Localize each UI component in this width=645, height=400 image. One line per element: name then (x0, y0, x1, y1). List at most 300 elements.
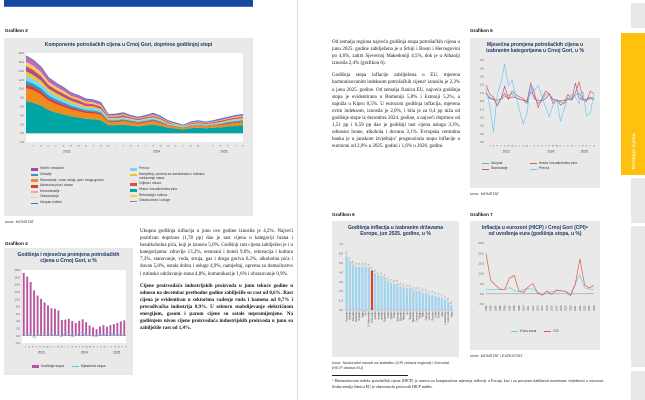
legend-label: Stanovanje (491, 166, 508, 171)
svg-text:-5.0: -5.0 (479, 139, 484, 144)
svg-text:Grčka: Grčka (386, 311, 390, 318)
legend-label: Mjesečna stopa (80, 364, 106, 368)
svg-text:3,9: 3,9 (373, 268, 377, 273)
svg-text:Slovenija: Slovenija (399, 311, 403, 321)
grafikon4-block (4, 241, 133, 375)
svg-text:I: I (107, 346, 109, 348)
svg-text:2007: 2007 (508, 305, 512, 311)
legend-swatch (544, 331, 551, 332)
svg-text:2.0: 2.0 (19, 122, 24, 127)
svg-text:XII: XII (525, 145, 529, 147)
legend-label: Stanovanje, voda, struja, gas i druga goriva (40, 177, 104, 182)
svg-text:2025.: 2025. (113, 350, 122, 354)
paragraph-inflation-overview: Ukupna godišnja inflacija u junu ove godine iznosila je 4,2%. Najveći pozitivan doprinos (1,78 pp) dao je rast cijena u kategoriji hrana i bezalkoholna pića, koji je iznosio 5,0%. Godišnji rast cijena zabilježen je i u kategorijama: zdravlje 13,2%, restorani i hoteli 9,0%, rekreacija i kultura 7,3%, stanovanje, voda, struja, gas i druga goriva 6,2%, alkoholna pića i duvan 5,8%, ostala dobra i usluge 4,9%, namještaj, oprema za domaćinstvo i rutinsko održavanje stana 4,8%, komunikacije 1,6% i obrazovanje 0,9%. (140, 229, 293, 277)
svg-text:2,0: 2,0 (415, 286, 419, 291)
chapter-tab-label: Kretanje cijena (630, 133, 636, 169)
svg-text:1,6: 1,6 (430, 290, 434, 294)
svg-text:VI: VI (125, 346, 127, 348)
svg-text:6.0: 6.0 (15, 311, 20, 316)
svg-text:16.0: 16.0 (14, 274, 20, 279)
svg-text:1,8: 1,8 (421, 288, 425, 292)
svg-text:2009: 2009 (517, 305, 521, 311)
svg-text:5,2: 5,2 (348, 256, 352, 260)
svg-text:XII: XII (103, 346, 106, 348)
grafikon5-label: Grafikon 5 (470, 28, 493, 33)
grafikon4-label: Grafikon 4 (5, 241, 28, 246)
svg-text:2024.: 2024. (152, 149, 161, 154)
footnote-rule (332, 375, 408, 376)
legend-label: Obrazovanje (40, 194, 59, 199)
grafikon6-title: Godišnja inflacija u izabranim državama Evrope, jun 2025. godine, u % (347, 225, 444, 238)
svg-text:IV: IV (117, 346, 120, 348)
svg-text:X: X (96, 346, 98, 348)
svg-text:II: II (32, 145, 35, 148)
svg-text:III: III (28, 346, 30, 348)
svg-text:0.0: 0.0 (19, 131, 24, 136)
legend-label: Namještaj, oprema za domaćinstvo i rutinsko održavanje stana (139, 171, 205, 180)
legend-item (32, 364, 64, 368)
svg-text:1,1: 1,1 (443, 295, 447, 299)
svg-text:II: II (111, 346, 113, 348)
svg-text:IV: IV (227, 145, 229, 148)
svg-text:Njemačka: Njemačka (412, 311, 416, 322)
legend-item (130, 188, 220, 192)
svg-text:VII: VII (159, 145, 162, 148)
svg-text:2,0: 2,0 (418, 286, 422, 291)
grafikon7-panel (470, 221, 600, 350)
svg-text:XII: XII (570, 145, 573, 147)
svg-text:III: III (219, 145, 222, 148)
legend-swatch (32, 365, 39, 368)
legend-label: Alkoholna pića i duvan (40, 183, 73, 188)
svg-text:1,8: 1,8 (424, 288, 428, 292)
legend-item (130, 182, 220, 186)
svg-text:V: V (500, 145, 502, 147)
grafikon3-source: Izvor: MONSTAT (5, 219, 35, 224)
svg-text:1,5: 1,5 (434, 291, 438, 295)
svg-text:2,8: 2,8 (396, 279, 400, 283)
svg-text:X: X (563, 145, 565, 147)
svg-text:12.0: 12.0 (18, 78, 24, 83)
right-page-text-column (332, 39, 460, 155)
svg-text:X: X (518, 145, 521, 147)
svg-text:IX: IX (514, 145, 517, 147)
svg-text:III: III (71, 346, 73, 348)
svg-text:S. Makedonija: S. Makedonija (367, 311, 371, 327)
page-divider (297, 0, 298, 400)
legend-item (530, 162, 600, 166)
svg-text:4,2: 4,2 (370, 266, 374, 270)
svg-text:14.0: 14.0 (18, 69, 24, 74)
svg-text:2.0: 2.0 (479, 82, 484, 87)
svg-text:1,6: 1,6 (427, 290, 431, 294)
grafikon7-label: Grafikon 7 (470, 212, 493, 217)
svg-text:Češka: Češka (393, 311, 397, 318)
svg-text:XI: XI (56, 346, 59, 348)
svg-text:VI: VI (152, 145, 155, 148)
svg-text:-5.0: -5.0 (479, 301, 484, 306)
svg-text:XII: XII (60, 346, 63, 348)
svg-text:3,4: 3,4 (383, 273, 387, 277)
svg-text:VII: VII (42, 346, 45, 348)
svg-text:-2.0: -2.0 (15, 340, 20, 345)
legend-swatch (31, 174, 38, 177)
svg-text:4.0: 4.0 (479, 65, 484, 70)
svg-text:Hrvatska: Hrvatska (358, 311, 362, 321)
svg-text:18.0: 18.0 (18, 51, 24, 56)
svg-text:IX: IX (49, 346, 52, 348)
legend-label: Ostala dobra i usluge (139, 198, 171, 203)
svg-text:2019: 2019 (564, 305, 568, 311)
svg-text:10.0: 10.0 (18, 86, 24, 91)
svg-text:II: II (533, 145, 535, 147)
svg-text:5.0: 5.0 (338, 260, 343, 265)
svg-text:0.0: 0.0 (479, 291, 484, 296)
svg-text:4.0: 4.0 (338, 269, 343, 274)
svg-text:XI: XI (567, 145, 569, 147)
grafikon7-legend (470, 329, 600, 333)
svg-text:VII: VII (69, 145, 73, 148)
svg-text:Kipar: Kipar (450, 311, 454, 317)
svg-text:2011: 2011 (527, 305, 531, 311)
svg-text:1.0: 1.0 (338, 298, 343, 303)
grafikon6-source: Izvor: Nacionalni zavodi za statistiku (CPI država regiona) i Eurostat (HICP država EU) (332, 360, 449, 371)
legend-label: Euro zona (520, 329, 537, 333)
svg-text:V: V (544, 145, 547, 147)
grafikon7-chart (474, 240, 596, 328)
svg-text:15.0: 15.0 (478, 260, 484, 265)
svg-text:2023.: 2023. (37, 350, 46, 354)
svg-text:III: III (582, 145, 584, 147)
edge-rail-segment (631, 371, 645, 400)
legend-label: CG (553, 329, 559, 333)
grafikon5-legend (482, 162, 600, 172)
legend-item (530, 167, 600, 171)
svg-text:2.0: 2.0 (15, 326, 20, 330)
svg-text:VII: VII (551, 145, 555, 147)
svg-text:I: I (115, 145, 117, 148)
svg-text:Španija: Španija (409, 311, 413, 319)
svg-text:6.0: 6.0 (338, 251, 343, 256)
svg-text:25.0: 25.0 (478, 240, 484, 245)
legend-item (72, 364, 106, 368)
svg-text:10.0: 10.0 (14, 296, 20, 301)
svg-text:I: I (575, 145, 576, 147)
svg-text:2016: 2016 (550, 305, 554, 311)
svg-text:3,7: 3,7 (376, 270, 380, 275)
svg-text:VIII: VIII (555, 145, 559, 147)
svg-text:5,8: 5,8 (345, 251, 349, 255)
svg-text:IX: IX (92, 346, 95, 348)
svg-text:XI: XI (99, 346, 102, 348)
grafikon5-panel (470, 38, 600, 188)
legend-item (31, 179, 121, 183)
legend-swatch (130, 174, 137, 177)
svg-text:2025.: 2025. (580, 149, 589, 153)
legend-swatch (130, 168, 137, 171)
svg-text:Malta: Malta (434, 311, 438, 317)
svg-text:II: II (68, 346, 70, 348)
svg-text:4,8: 4,8 (351, 260, 355, 264)
grafikon3-chart (10, 50, 247, 164)
svg-text:IV: IV (496, 145, 499, 147)
svg-text:2,4: 2,4 (402, 283, 406, 287)
svg-text:1,3: 1,3 (440, 293, 444, 297)
legend-item (482, 162, 526, 166)
svg-text:IX: IX (559, 145, 562, 147)
grafikon3-panel (4, 38, 253, 216)
legend-swatch (482, 163, 489, 164)
legend-item (130, 173, 220, 181)
svg-text:20.0: 20.0 (478, 250, 484, 255)
svg-text:EU: EU (405, 311, 409, 315)
svg-text:2002: 2002 (484, 305, 488, 311)
svg-text:2024.: 2024. (547, 149, 556, 153)
svg-text:2015: 2015 (545, 305, 549, 311)
legend-label: Prevoz (139, 166, 150, 171)
svg-text:IV: IV (137, 145, 140, 148)
grafikon3-label: Grafikon 3 (5, 28, 28, 33)
svg-text:4,6: 4,6 (361, 262, 365, 266)
svg-text:Austrija: Austrija (377, 311, 381, 319)
svg-text:2020: 2020 (569, 305, 573, 311)
svg-text:I: I (25, 145, 27, 148)
svg-text:I: I (21, 346, 23, 348)
svg-text:Danska: Danska (428, 311, 432, 320)
svg-text:2.0: 2.0 (338, 288, 343, 293)
svg-text:2012: 2012 (531, 305, 535, 311)
grafikon6-label: Grafikon 6 (332, 212, 355, 217)
legend-item (31, 173, 121, 177)
svg-text:I: I (485, 145, 487, 147)
svg-text:VI: VI (503, 145, 506, 147)
svg-text:2018: 2018 (560, 305, 564, 311)
svg-text:II: II (489, 145, 491, 147)
paragraph-producer-prices: Cijene proizvođača industrijskih proizvoda u junu tekuće godine u odnosu na decembar prethodne godine zabilježile su rast od 0,6%. Rast cijena je evidentiran u sektorima vađenje ruda i kamena od 0,7% i prerađivačka industrija 0,9%. U sektoru snabdijevanje električnom energijom, gasom i parom cijene su ostale nepromijenjene. Na godišnjem nivou cijene proizvođača industrijskih proizvoda u junu su zabilježile rast od 1,4%. (140, 283, 293, 332)
svg-text:0,5: 0,5 (450, 300, 454, 305)
svg-text:Francuska: Francuska (447, 311, 451, 323)
svg-text:VII: VII (507, 145, 510, 147)
legend-item (31, 195, 121, 199)
svg-text:18.0: 18.0 (14, 267, 20, 272)
svg-text:2014: 2014 (541, 305, 545, 311)
svg-text:II: II (212, 145, 214, 148)
svg-text:2021: 2021 (574, 305, 578, 311)
svg-text:2,1: 2,1 (411, 285, 415, 290)
svg-text:2006: 2006 (503, 305, 507, 311)
svg-text:Luksemburg: Luksemburg (443, 311, 447, 325)
svg-text:2013: 2013 (536, 305, 540, 311)
svg-text:V: V (234, 145, 237, 148)
legend-label: Hoteli i restorani (40, 166, 64, 171)
svg-text:V: V (35, 346, 37, 348)
legend-swatch (31, 185, 38, 188)
svg-text:VI: VI (39, 346, 41, 348)
legend-item (544, 329, 558, 333)
svg-text:Italija: Italija (421, 311, 425, 317)
svg-text:1.0: 1.0 (479, 90, 484, 95)
legend-item (130, 194, 220, 198)
grafikon4-title: Godišnja i mjesečna promjena potrošačkih cijena u Crnoj Gori, u % (17, 252, 120, 265)
legend-swatch (130, 195, 137, 196)
svg-text:4,6: 4,6 (357, 262, 361, 266)
svg-text:4,6: 4,6 (354, 262, 358, 266)
svg-text:2023.: 2023. (502, 149, 511, 153)
grafikon5-source: Izvor: MONSTAT (470, 191, 500, 196)
svg-text:2,8: 2,8 (392, 279, 396, 283)
grafikon3-legend-right (130, 167, 220, 205)
svg-text:II: II (578, 145, 580, 147)
svg-text:2022: 2022 (578, 305, 582, 311)
grafikon6-panel (332, 221, 459, 357)
svg-text:2025: 2025 (592, 305, 596, 311)
legend-swatch (130, 189, 137, 192)
legend-label: Godišnja stopa (40, 364, 64, 368)
legend-item (511, 329, 536, 333)
svg-text:BiH: BiH (364, 311, 368, 315)
svg-text:IX: IX (174, 145, 177, 148)
legend-label: Hrana i bezalkoholna pića (539, 160, 577, 165)
svg-text:Portugal: Portugal (424, 311, 428, 320)
svg-text:IX: IX (84, 145, 87, 148)
svg-text:V: V (78, 346, 81, 348)
grafikon4-chart (9, 267, 128, 363)
svg-text:2025.: 2025. (220, 149, 229, 154)
svg-text:V: V (145, 145, 147, 148)
grafikon7-title: Inflacija u eurozoni (HICP) i Crnoj Gori (CPI)⁸ od uvođenja eura (godišnja stopa, u %) (481, 225, 589, 238)
svg-text:Poljska: Poljska (389, 311, 393, 319)
legend-swatch (31, 203, 38, 204)
svg-text:-2.0: -2.0 (479, 115, 484, 119)
legend-swatch (31, 168, 38, 171)
svg-text:2003: 2003 (489, 305, 493, 311)
svg-text:3,1: 3,1 (386, 276, 390, 280)
svg-text:Mađarska: Mađarska (355, 311, 359, 322)
left-page-text-flow (4, 228, 293, 377)
svg-text:0.0: 0.0 (479, 98, 484, 103)
svg-text:X: X (53, 346, 55, 348)
svg-text:IV: IV (540, 145, 543, 147)
svg-text:VI: VI (593, 145, 595, 147)
svg-text:VI: VI (62, 145, 65, 148)
svg-text:IV: IV (585, 145, 588, 147)
svg-text:2017: 2017 (555, 305, 559, 311)
legend-swatch (530, 163, 537, 164)
legend-item (31, 184, 121, 188)
svg-text:3.0: 3.0 (338, 279, 343, 284)
svg-text:IV: IV (74, 346, 77, 348)
svg-text:2024: 2024 (588, 305, 592, 311)
svg-text:Finska: Finska (437, 311, 441, 319)
legend-swatch (511, 331, 518, 332)
svg-text:2023.: 2023. (63, 149, 72, 154)
svg-text:4,5: 4,5 (367, 263, 371, 267)
svg-text:10.0: 10.0 (478, 271, 484, 276)
chapter-tab-prices[interactable] (621, 33, 645, 175)
svg-text:X: X (92, 145, 94, 148)
svg-text:Letonija: Letonija (374, 311, 378, 320)
svg-text:-1.0: -1.0 (479, 106, 484, 111)
svg-text:IV: IV (31, 346, 34, 348)
paragraph-eu-inflation: Godišnja stopa inflacije zabilježena u EU, mjerena harmonizovanim indeksom potrošačkih cijena⁶ iznosila je 2,3% u junu 2025. godine. Od zemalja članica EU, najveća godišnja stopa je evidentirana u Rumuniji 5,8% i Estoniji 5,2%, a najniža u Kipru 0,5%. U eurozoni godišnja inflacija, mjerena ovim indeksom, iznosila je 2,0%, i bila je za 0,4 pp niža od godišnje stope iz decembra 2024. godine, a najveći doprinos od 1,51 pp i 0,59 pp dao je godišnji rast cijena usluga 3,3%, odnosno hrane, alkohola i duvana 3,1%. Evropska centralna banka je u junskom izvještaju⁷ prognozirala stopu inflacije u eurozoni od 2,0% u 2025. godini i 1,6% u 2026. godini. (332, 73, 460, 150)
grafikon4-panel (4, 248, 133, 375)
svg-text:Švedska: Švedska (431, 311, 435, 321)
svg-text:VIII: VIII (88, 346, 92, 348)
edge-rail-segment (631, 3, 645, 28)
svg-text:2024.: 2024. (80, 350, 89, 354)
svg-text:Belgija: Belgija (418, 311, 422, 319)
svg-text:XI: XI (99, 145, 102, 148)
svg-text:X: X (182, 145, 184, 148)
svg-text:V: V (121, 346, 124, 348)
svg-text:I: I (205, 145, 206, 148)
svg-text:VIII: VIII (166, 145, 170, 148)
svg-text:12.0: 12.0 (14, 289, 20, 294)
legend-swatch (31, 197, 38, 198)
svg-text:XII: XII (107, 145, 110, 148)
legend-item (31, 201, 121, 205)
svg-text:XI: XI (522, 145, 525, 147)
legend-swatch (72, 366, 79, 367)
grafikon6-chart (336, 240, 455, 354)
legend-swatch (530, 169, 537, 170)
svg-text:Litvanija: Litvanija (380, 311, 384, 320)
svg-text:Rumunija: Rumunija (345, 311, 349, 322)
svg-text:0.0: 0.0 (15, 333, 20, 338)
svg-text:1,4: 1,4 (437, 292, 441, 296)
svg-text:3,6: 3,6 (380, 271, 384, 276)
svg-text:XI: XI (189, 145, 192, 148)
svg-text:VIII: VIII (510, 145, 514, 147)
svg-text:2010: 2010 (522, 305, 526, 311)
svg-text:IV: IV (47, 145, 50, 148)
svg-text:I: I (64, 346, 66, 348)
svg-text:14.0: 14.0 (14, 282, 20, 287)
svg-text:Bugarska: Bugarska (383, 311, 387, 322)
legend-item (482, 167, 526, 171)
svg-text:V: V (589, 145, 591, 147)
legend-label: Rekreacija i kultura (139, 192, 168, 197)
svg-text:2005: 2005 (498, 305, 502, 311)
footnote-hicp: ⁶ Harmonizovani indeks potrošačkih cijena (HICP) je osnova za komparativna mjerenja inflacije u Evropi, kao i za procjenu stabilnosti monetarne vrijednosti u eurozoni. Svaka zemlja članica EU je obavezna da proizvodi HICP indeks. (332, 379, 604, 389)
legend-label: Odjeća i obuća (139, 181, 161, 186)
svg-text:VI: VI (242, 145, 244, 148)
svg-text:VII: VII (85, 346, 88, 348)
svg-text:VIII: VIII (45, 346, 49, 348)
paragraph-region-inflation: Od zemalja regiona najveća godišnja stopa potrošačkih cijena u junu 2025. godine zabilježena je u Srbiji i Bosni i Hercegovini po 4,6%, zatim Sjevernoj Makedoniji 4,5%, dok je u Albaniji iznosila 2,4% (grafikon 6). (332, 40, 460, 67)
svg-text:II: II (25, 346, 27, 348)
grafikon4-legend (4, 364, 133, 368)
legend-item (130, 199, 220, 203)
svg-text:Eurozona: Eurozona (415, 311, 419, 322)
svg-text:4,6: 4,6 (364, 262, 368, 266)
svg-text:Crna Gora: Crna Gora (370, 311, 374, 323)
svg-text:Irska: Irska (440, 311, 444, 317)
svg-text:16.0: 16.0 (18, 60, 24, 65)
svg-text:V: V (55, 145, 57, 148)
grafikon5-chart (474, 57, 596, 160)
svg-text:2023: 2023 (583, 305, 587, 311)
svg-text:3.0: 3.0 (479, 74, 484, 78)
svg-text:Holandija: Holandija (396, 311, 400, 321)
legend-label: Ukupan indeks (40, 200, 62, 205)
grafikon3-legend-left (31, 167, 121, 205)
svg-text:III: III (537, 145, 539, 147)
svg-text:VI: VI (82, 346, 84, 348)
svg-text:Albanija: Albanija (402, 311, 406, 320)
grafikon3-title: Komponente potrošačkih cijena u Crnoj Gori, doprinos godišnjoj stopi (44, 42, 213, 48)
grafikon5-title: Mjesečna promjena potrošačkih cijena u izabranim kategorijama u Crnoj Gori, u % (486, 42, 584, 55)
